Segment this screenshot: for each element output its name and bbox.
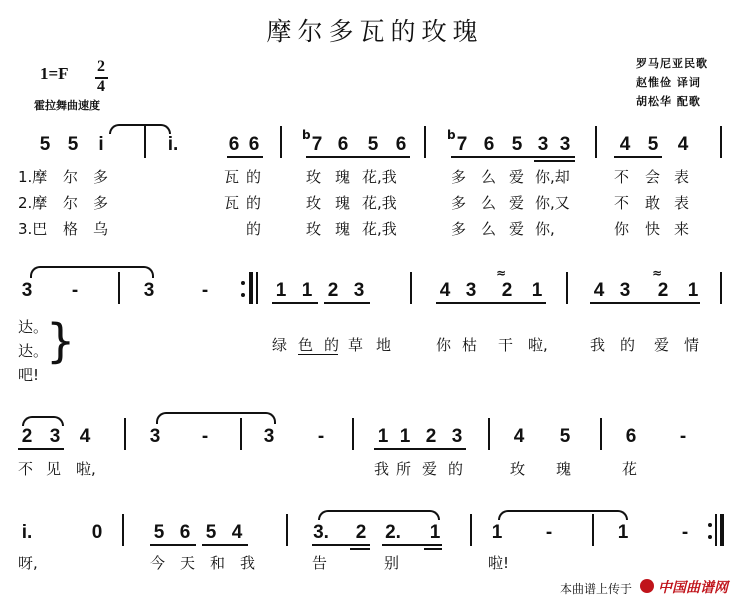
repeat-barline (256, 272, 258, 304)
tie-arc (318, 510, 440, 520)
flat-sign: b (447, 128, 456, 142)
underline (324, 302, 370, 304)
site-logo-icon (640, 579, 654, 593)
lyric: 你,却 (535, 168, 570, 186)
note: 1 (275, 280, 287, 301)
barline (720, 126, 722, 158)
barline (410, 272, 412, 304)
underline (614, 156, 662, 158)
note: 3 (263, 426, 275, 447)
note: 6 (483, 134, 495, 155)
lyric: 啦, (76, 460, 96, 478)
note: 3 (465, 280, 477, 301)
lyric: 1.摩 (18, 168, 48, 186)
lyric: 爱 (509, 168, 525, 186)
barline (470, 514, 472, 546)
note: - (317, 426, 325, 447)
lyric: 的 (448, 460, 464, 478)
tie-arc (156, 412, 276, 424)
tie-arc (498, 510, 628, 520)
underline-double (350, 548, 370, 550)
lyric: 么 (481, 168, 497, 186)
note: 6 (248, 134, 260, 155)
lyric: 的 (620, 336, 636, 354)
lyric: 啦, (528, 336, 548, 354)
note: 3 (619, 280, 631, 301)
lyric: 你 (436, 336, 452, 354)
underline-double (534, 160, 575, 162)
lyric: 见 (46, 460, 62, 478)
barline (424, 126, 426, 158)
lyric: 爱 (422, 460, 438, 478)
note: 6 (395, 134, 407, 155)
tie-arc (22, 416, 64, 426)
lyric: 爱 (509, 194, 525, 212)
lyric: 玫 (306, 220, 322, 238)
underline (374, 448, 466, 450)
barline (566, 272, 568, 304)
barline (286, 514, 288, 546)
lyric: 情 (684, 336, 700, 354)
repeat-barline (249, 272, 253, 304)
lyric: 会 (645, 168, 661, 186)
barline (240, 418, 242, 450)
lyric: 来 (674, 220, 690, 238)
repeat-dot (708, 535, 712, 539)
note: 2. (385, 522, 401, 543)
note: 4 (619, 134, 631, 155)
lyric: 今 (150, 554, 166, 572)
trill-mark: ≈ (652, 266, 663, 280)
note: 3 (149, 426, 161, 447)
lyric: 表 (674, 168, 690, 186)
lyric: 瓦 (224, 168, 240, 186)
lyric: 尔 (63, 194, 79, 212)
tie-arc (30, 266, 154, 278)
note: 7 (456, 134, 468, 155)
note: 3 (537, 134, 549, 155)
lyric: 的 (246, 220, 262, 238)
lyric: 玫 (306, 194, 322, 212)
credit-arranger: 胡松华 配歌 (636, 95, 701, 108)
repeat-dot (708, 523, 712, 527)
barline (592, 514, 594, 546)
lyric: 绿 (272, 336, 288, 354)
note: 6 (625, 426, 637, 447)
note: i. (167, 134, 179, 155)
note: 3 (559, 134, 571, 155)
barline (720, 272, 722, 304)
lyric: 么 (481, 194, 497, 212)
lyric: 瑰 (335, 168, 351, 186)
lyric: 2.摩 (18, 194, 48, 212)
underline (227, 156, 263, 158)
note: - (679, 426, 687, 447)
lyric: 瓦 (224, 194, 240, 212)
underline (18, 448, 64, 450)
note: 3 (21, 280, 33, 301)
note: 2 (21, 426, 33, 447)
lyric: 吧! (18, 366, 40, 384)
lyric: 啦! (488, 554, 510, 572)
lyric: 你,又 (535, 194, 570, 212)
note: 4 (231, 522, 243, 543)
footer-text: 本曲谱上传于 (560, 582, 633, 596)
underline (202, 544, 248, 546)
note: 2 (657, 280, 669, 301)
lyric: 的 (324, 336, 340, 354)
note: 5 (39, 134, 51, 155)
note: 1 (301, 280, 313, 301)
barline (118, 272, 120, 304)
barline (600, 418, 602, 450)
flat-sign: b (302, 128, 311, 142)
lyric: 花 (622, 460, 638, 478)
note: 5 (205, 522, 217, 543)
lyric: 天 (180, 554, 196, 572)
note: 1 (617, 522, 629, 543)
note: 1 (687, 280, 699, 301)
note: 4 (79, 426, 91, 447)
lyric: 你, (535, 220, 555, 238)
lyric: 敢 (645, 194, 661, 212)
note: 4 (513, 426, 525, 447)
underline-double (424, 548, 442, 550)
lyric: 么 (481, 220, 497, 238)
lyric: 多 (451, 168, 467, 186)
tie-arc (109, 124, 171, 134)
lyric: 我 (374, 460, 390, 478)
lyric: 多 (451, 220, 467, 238)
lyric: 告 (312, 554, 328, 572)
song-title: 摩尔多瓦的玫瑰 (266, 17, 484, 46)
note: 3. (313, 522, 329, 543)
lyric: 多 (93, 168, 109, 186)
repeat-barline (715, 514, 717, 546)
lyric: 和 (210, 554, 226, 572)
lyric: 不 (18, 460, 34, 478)
barline (124, 418, 126, 450)
credit-origin: 罗马尼亚民歌 (636, 57, 708, 70)
repeat-dot (241, 293, 245, 297)
underline (436, 302, 546, 304)
repeat-barline (720, 514, 724, 546)
lyric: 达。 (18, 318, 49, 336)
lyric: 地 (376, 336, 392, 354)
underline (306, 156, 410, 158)
note: 2 (327, 280, 339, 301)
lyric: 爱 (509, 220, 525, 238)
slur-underline (298, 354, 338, 355)
lyric: 不 (614, 194, 630, 212)
note: 3 (49, 426, 61, 447)
underline (382, 544, 442, 546)
barline (488, 418, 490, 450)
note: 5 (153, 522, 165, 543)
lyric: 我 (240, 554, 256, 572)
underline (312, 544, 370, 546)
barline (280, 126, 282, 158)
note: 5 (647, 134, 659, 155)
note: 2 (355, 522, 367, 543)
lyric: 不 (614, 168, 630, 186)
lyric: 干 (498, 336, 514, 354)
note: 4 (677, 134, 689, 155)
lyric: 的 (246, 168, 262, 186)
note: i (98, 134, 104, 155)
note: 5 (367, 134, 379, 155)
lyric: 的 (246, 194, 262, 212)
lyric: 乌 (93, 220, 109, 238)
lyric: 玫 (510, 460, 526, 478)
trill-mark: ≈ (496, 266, 507, 280)
note: 3 (143, 280, 155, 301)
note: 0 (91, 522, 103, 543)
note: 1 (531, 280, 543, 301)
barline (595, 126, 597, 158)
lyric: 色 (298, 336, 314, 354)
lyric: 瑰 (335, 220, 351, 238)
time-signature-top: 2 (97, 58, 105, 75)
lyric: 多 (451, 194, 467, 212)
lyric: 快 (645, 220, 661, 238)
note: - (71, 280, 79, 301)
barline (352, 418, 354, 450)
lyric: 花,我 (362, 194, 397, 212)
lyric: 格 (63, 220, 79, 238)
note: 1 (491, 522, 503, 543)
lyric: 花,我 (362, 220, 397, 238)
barline (122, 514, 124, 546)
site-logo-text[interactable]: 中国曲谱网 (658, 580, 728, 596)
note: 3 (451, 426, 463, 447)
lyric: 枯 (462, 336, 478, 354)
credit-translator: 赵惟俭 译词 (636, 76, 701, 89)
underline (590, 302, 700, 304)
lyric: 尔 (63, 168, 79, 186)
note: 1 (429, 522, 441, 543)
lyric: 我 (590, 336, 606, 354)
note: 2 (425, 426, 437, 447)
note: - (201, 426, 209, 447)
note: 1 (377, 426, 389, 447)
note: 1 (399, 426, 411, 447)
note: 6 (228, 134, 240, 155)
key-signature: 1=F (40, 64, 69, 83)
lyric: 呀, (18, 554, 38, 572)
note: 2 (501, 280, 513, 301)
lyric: 3.巴 (18, 220, 48, 238)
lyric: 花,我 (362, 168, 397, 186)
tempo-marking: 霍拉舞曲速度 (34, 99, 100, 112)
lyric: 别 (384, 554, 400, 572)
note: 5 (559, 426, 571, 447)
lyric: 玫 (306, 168, 322, 186)
note: 6 (337, 134, 349, 155)
time-signature-bottom: 4 (97, 78, 105, 95)
underline (150, 544, 196, 546)
note: - (201, 280, 209, 301)
lyric: 瑰 (335, 194, 351, 212)
lyric: 你 (614, 220, 630, 238)
note: 3 (353, 280, 365, 301)
note: 5 (511, 134, 523, 155)
lyric: 瑰 (556, 460, 572, 478)
note: - (545, 522, 553, 543)
note: 5 (67, 134, 79, 155)
note: 7 (311, 134, 323, 155)
repeat-dot (241, 281, 245, 285)
verse-brace: } (46, 314, 76, 368)
note: i. (21, 522, 33, 543)
lyric: 爱 (654, 336, 670, 354)
note: 4 (439, 280, 451, 301)
lyric: 多 (93, 194, 109, 212)
underline (272, 302, 318, 304)
underline (451, 156, 575, 158)
note: 4 (593, 280, 605, 301)
note: - (681, 522, 689, 543)
barline (144, 126, 146, 158)
lyric: 所 (396, 460, 412, 478)
lyric: 表 (674, 194, 690, 212)
lyric: 达。 (18, 342, 49, 360)
note: 6 (179, 522, 191, 543)
lyric: 草 (348, 336, 364, 354)
